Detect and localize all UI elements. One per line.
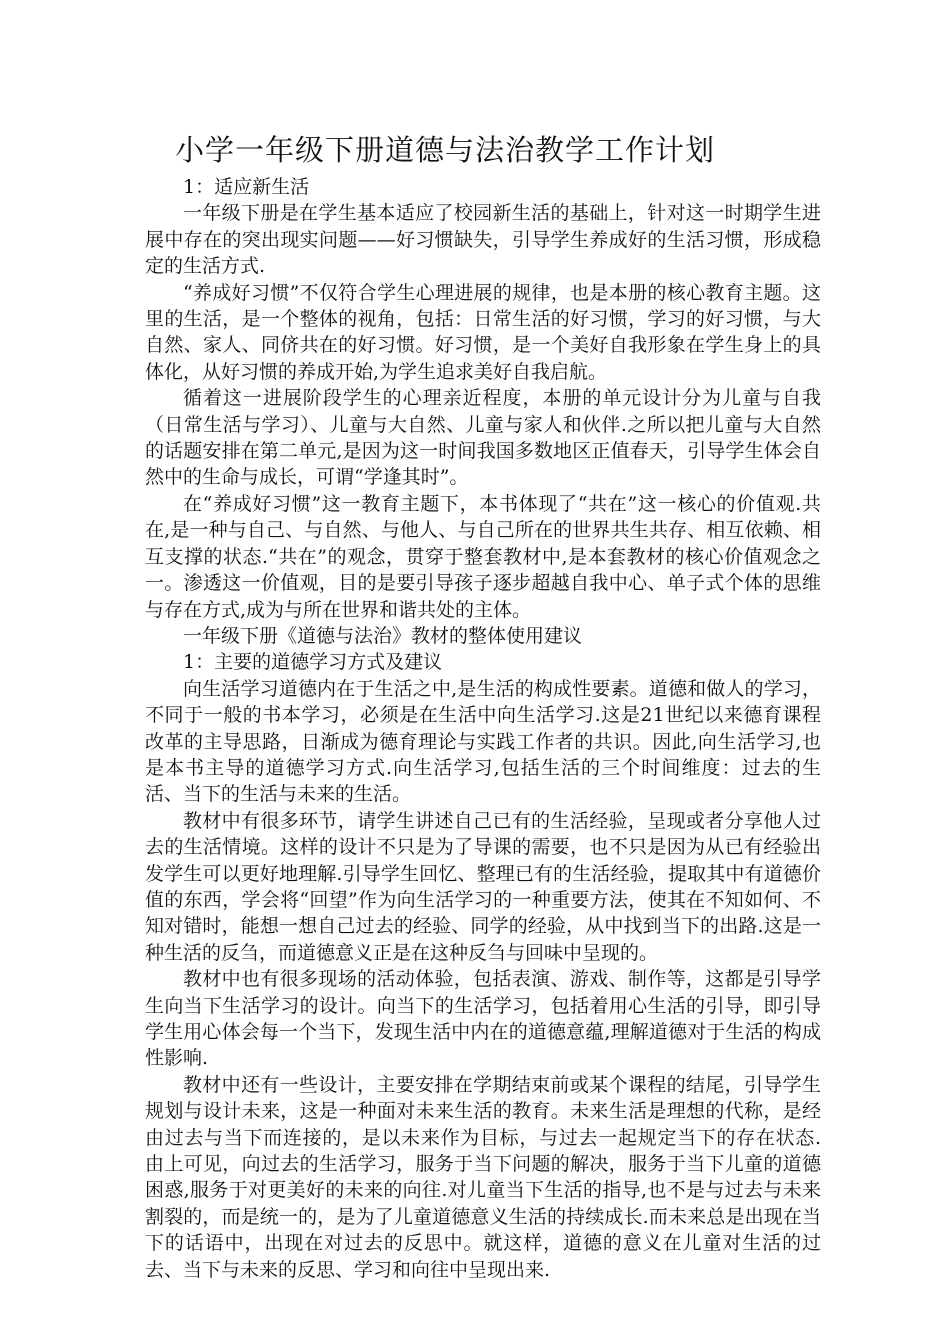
paragraph: 向生活学习道德内在于生活之中,是生活的构成性要素。道德和做人的学习，不同于一般的书本学习，必须是在生活中向生活学习.这是21世纪以来德育课程改革的主导思路，日渐成为德育理论与实践工作者的共识。因此,向生活学习,也是本书主导的道德学习方式.向生活学习,包括生活的三个时间维度：过去的生活、当下的生活与未来的生活。	[145, 677, 821, 806]
paragraph: 教材中也有很多现场的活动体验，包括表演、游戏、制作等，这都是引导学生向当下生活学习的设计。向当下的生活学习，包括着用心生活的引导，即引导学生用心体会每一个当下，发现生活中内在的道德意蕴,理解道德对于生活的构成性影响.	[145, 968, 821, 1070]
document-title: 小学一年级下册道德与法治教学工作计划	[174, 133, 715, 167]
document-body	[145, 174, 879, 1283]
paragraph: 一年级下册是在学生基本适应了校园新生活的基础上，针对这一时期学生进展中存在的突出现实问题——好习惯缺失，引导学生养成好的生活习惯，形成稳定的生活方式.	[145, 202, 821, 278]
section-heading: 一年级下册《道德与法治》教材的整体使用建议	[183, 624, 583, 647]
section-heading: 1：适应新生活	[183, 176, 310, 198]
paragraph: 教材中还有一些设计，主要安排在学期结束前或某个课程的结尾，引导学生规划与设计未来，这是一种面对未来生活的教育。未来生活是理想的代称，是经由过去与当下而连接的，是以未来作为目标，与过去一起规定当下的存在状态. 由上可见，向过去的生活学习，服务于当下问题的解决，服务于当下儿童的道德困惑,服务于对更美好的未来的向往.对儿童当下生活的指导,也不是与过去与未来割裂的，而是统一的，是为了儿童道德意义生活的持续成长.而未来总是出现在当下的话语中，出现在对过去的反思中。就这样，道德的意义在儿童对生活的过去、当下与未来的反思、学习和向往中呈现出来.	[145, 1073, 879, 1281]
paragraph: 循着这一进展阶段学生的心理亲近程度，本册的单元设计分为儿童与自我（日常生活与学习）、儿童与大自然、儿童与家人和伙伴.之所以把儿童与大自然的话题安排在第二单元,是因为这一时间我国多数地区正值春天，引导学生体会自然中的生命与成长，可谓“学逢其时”。	[145, 387, 821, 489]
section-heading: 1：主要的道德学习方式及建议	[183, 651, 443, 674]
paragraph: “养成好习惯”不仅符合学生心理进展的规律，也是本册的核心教育主题。这里的生活，是一个整体的视角，包括：日常生活的好习惯，学习的好习惯，与大自然、家人、同侪共在的好习惯。好习惯，是一个美好自我形象在学生身上的具体化，从好习惯的养成开始,为学生追求美好自我启航。	[145, 281, 821, 383]
paragraph: 教材中有很多环节，请学生讲述自己已有的生活经验，呈现或者分享他人过去的生活情境。这样的设计不只是为了导课的需要，也不只是因为从已有经验出发学生可以更好地理解.引导学生回忆、整理已有的生活经验，提取其中有道德价值的东西，学会将“回望”作为向生活学习的一种重要方法，使其在不知如何、不知对错时，能想一想自己过去的经验、同学的经验，从中找到当下的出路.这是一种生活的反刍，而道德意义正是在这种反刍与回味中呈现的。	[145, 809, 821, 964]
paragraph: 在“养成好习惯”这一教育主题下，本书体现了“共在”这一核心的价值观.共在,是一种与自己、与自然、与他人、与自己所在的世界共生共存、相互依赖、相互支撑的状态.“共在”的观念，贯穿于整套教材中,是本套教材的核心价值观念之一。渗透这一价值观，目的是要引导孩子逐步超越自我中心、单子式个体的思维与存在方式,成为与所在世界和谐共处的主体。	[145, 492, 821, 621]
